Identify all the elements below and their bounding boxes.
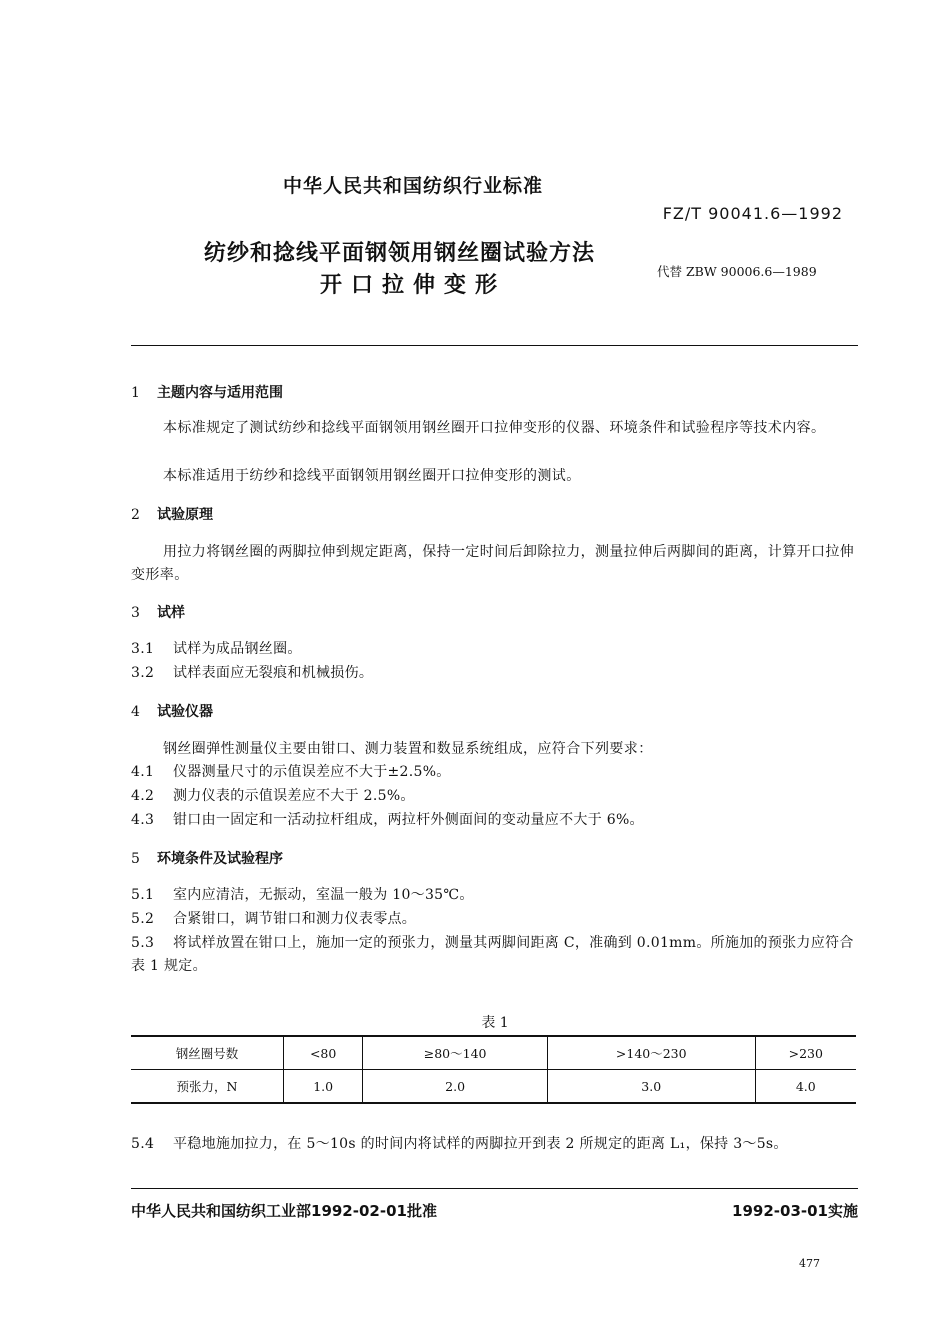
item-number: 5.2	[131, 911, 155, 927]
item-number: 5.1	[131, 887, 155, 903]
item-text: 测力仪表的示值误差应不大于 2.5%。	[173, 788, 415, 804]
item-number: 4.2	[131, 788, 155, 804]
item-text: 将试样放置在钳口上，施加一定的预张力，测量其两脚间距离 C，准确到 0.01mm。所施加的预张力应符合表 1 规定。	[131, 935, 854, 974]
table-cell: >140～230	[547, 1036, 755, 1070]
standard-code: FZ/T 90041.6—1992	[662, 204, 843, 223]
item-4-1	[131, 761, 858, 784]
item-4-3	[131, 809, 858, 832]
table-cell: ≥80～140	[363, 1036, 548, 1070]
item-5-1	[131, 884, 858, 907]
item-number: 4.1	[131, 764, 155, 780]
item-5-2	[131, 908, 858, 931]
section-1-paragraph-2: 本标准适用于纺纱和捻线平面钢领用钢丝圈开口拉伸变形的测试。	[163, 468, 581, 484]
table-cell: 1.0	[284, 1070, 363, 1104]
section-1-paragraph-1: 本标准规定了测试纺纱和捻线平面钢领用钢丝圈开口拉伸变形的仪器、环境条件和试验程序等技术内容。	[163, 420, 826, 436]
table-cell: <80	[284, 1036, 363, 1070]
item-number: 4.3	[131, 812, 155, 828]
standard-category: 中华人民共和国纺织行业标准	[282, 175, 543, 197]
item-3-1	[131, 638, 858, 661]
item-text: 仪器测量尺寸的示值误差应不大于±2.5%。	[173, 764, 451, 780]
section-title: 环境条件及试验程序	[157, 851, 283, 867]
header-rule	[131, 345, 858, 346]
section-number: 3	[131, 605, 140, 621]
section-number: 1	[131, 385, 140, 401]
section-1-heading	[131, 382, 283, 402]
section-5-heading	[131, 848, 283, 868]
section-number: 2	[131, 507, 140, 523]
item-3-2	[131, 662, 858, 685]
implementation-date: 1992-03-01实施	[732, 1202, 858, 1220]
table-cell: 4.0	[755, 1070, 856, 1104]
page-number: 477	[799, 1257, 820, 1270]
item-text: 试样表面应无裂痕和机械损伤。	[173, 665, 374, 681]
table-caption: 表 1	[481, 1015, 509, 1031]
section-number: 4	[131, 704, 140, 720]
section-title: 主题内容与适用范围	[157, 385, 283, 401]
section-2-heading	[131, 504, 213, 524]
table-cell: 预张力，N	[131, 1070, 284, 1104]
item-4-2	[131, 785, 858, 808]
section-title: 试样	[157, 605, 185, 621]
item-number: 5.3	[131, 935, 155, 951]
table-cell: 2.0	[363, 1070, 548, 1104]
document-title: 纺纱和捻线平面钢领用钢丝圈试验方法	[204, 241, 596, 266]
item-text: 合紧钳口，调节钳口和测力仪表零点。	[173, 911, 417, 927]
approval-line: 中华人民共和国纺织工业部1992-02-01批准	[131, 1202, 437, 1220]
pretension-table	[131, 1035, 856, 1104]
item-text: 试样为成品钢丝圈。	[173, 641, 302, 657]
item-number: 3.2	[131, 665, 155, 681]
section-4-heading	[131, 701, 213, 721]
item-number: 3.1	[131, 641, 155, 657]
table-row	[131, 1036, 856, 1070]
section-2-paragraph-1: 用拉力将钢丝圈的两脚拉伸到规定距离，保持一定时间后卸除拉力，测量拉伸后两脚间的距离，计算开口拉伸变形率。	[131, 544, 855, 583]
item-text: 平稳地施加拉力，在 5～10s 的时间内将试样的两脚拉开到表 2 所规定的距离 L₁，保持 3～5s。	[173, 1136, 788, 1152]
footer-rule	[131, 1188, 858, 1189]
item-5-4	[131, 1133, 858, 1156]
replaces-standard: 代替 ZBW 90006.6—1989	[657, 264, 817, 279]
item-text: 钳口由一固定和一活动拉杆组成，两拉杆外侧面间的变动量应不大于 6%。	[173, 812, 644, 828]
item-5-3	[131, 932, 858, 978]
section-4-paragraph-1: 钢丝圈弹性测量仪主要由钳口、测力装置和数显系统组成，应符合下列要求：	[163, 741, 653, 757]
section-title: 试验仪器	[157, 704, 213, 720]
item-text: 室内应清洁，无振动，室温一般为 10～35℃。	[173, 887, 474, 903]
table-cell: 钢丝圈号数	[131, 1036, 284, 1070]
section-3-heading	[131, 602, 185, 622]
table-cell: 3.0	[547, 1070, 755, 1104]
table-cell: >230	[755, 1036, 856, 1070]
item-number: 5.4	[131, 1136, 155, 1152]
section-title: 试验原理	[157, 507, 213, 523]
section-number: 5	[131, 851, 140, 867]
document-subtitle: 开口拉伸变形	[320, 273, 507, 298]
table-row	[131, 1070, 856, 1104]
